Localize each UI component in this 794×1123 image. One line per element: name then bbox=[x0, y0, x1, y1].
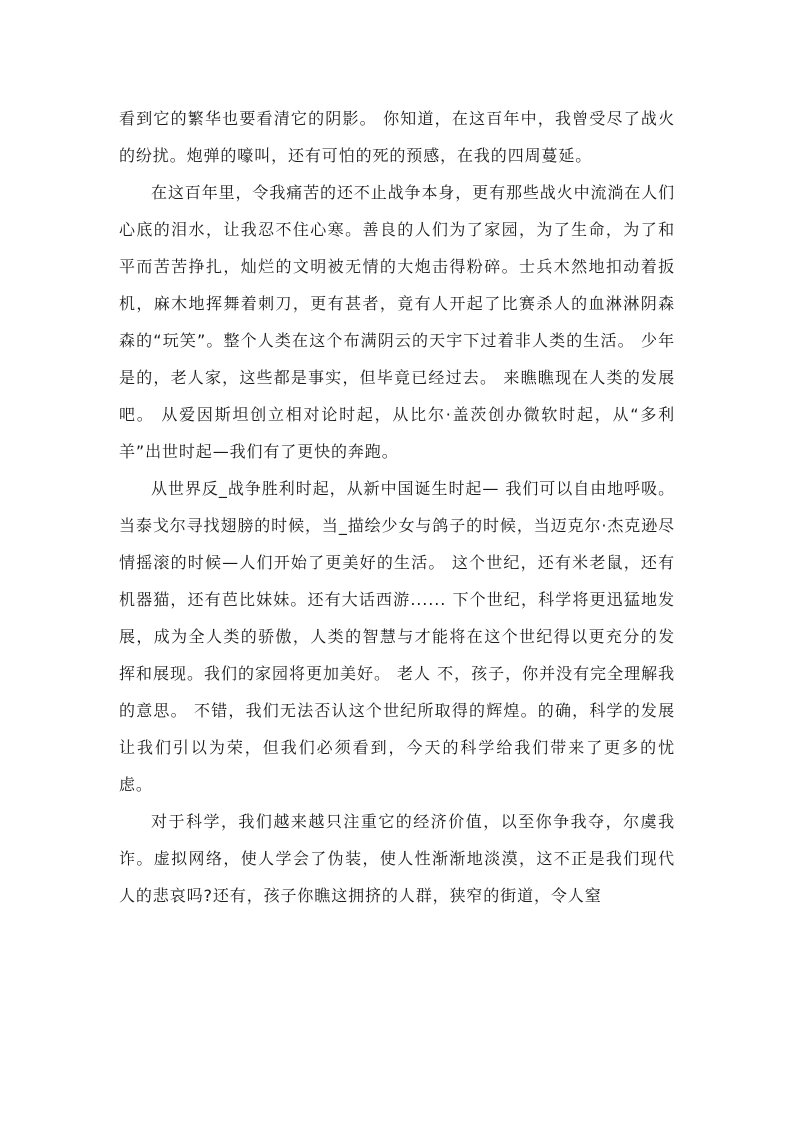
document-body bbox=[119, 100, 675, 914]
paragraph: 在这百年里，令我痛苦的还不止战争本身，更有那些战火中流淌在人们心底的泪水，让我忍不住心寒。善良的人们为了家园，为了生命，为了和平而苦苦挣扎，灿烂的文明被无情的大炮击得粉碎。士兵木然地扣动着扳机，麻木地挥舞着刺刀，更有甚者，竟有人开起了比赛杀人的血淋淋阴森森的“玩笑”。整个人类在这个布满阴云的天宇下过着非人类的生活。 少年 是的，老人家，这些都是事实，但毕竟已经过去。 来瞧瞧现在人类的发展吧。 从爱因斯坦创立相对论时起，从比尔·盖茨创办微软时起，从“多利羊”出世时起—我们有了更快的奔跑。 bbox=[119, 183, 675, 461]
paragraph-continued: 看到它的繁华也要看清它的阴影。 你知道，在这百年中，我曾受尽了战火的纷扰。炮弹的嚎叫，还有可怕的死的预感，在我的四周蔓延。 bbox=[119, 109, 675, 165]
paragraph: 对于科学，我们越来越只注重它的经济价值，以至你争我夺，尔虞我诈。虚拟网络，使人学会了伪装，使人性渐渐地淡漠，这不正是我们现代人的悲哀吗?还有，孩子你瞧这拥挤的人群，狭窄的街道，令人窒 bbox=[119, 812, 675, 905]
paragraph: 从世界反_战争胜利时起，从新中国诞生时起— 我们可以自由地呼吸。 当泰戈尔寻找翅膀的时候，当_描绘少女与鸽子的时候，当迈克尔·杰克逊尽情摇滚的时候—人们开始了更美好的生活。 这个世纪，还有米老鼠，还有机器猫，还有芭比妹妹。还有大话西游...... 下个世纪，科学将更迅猛地发展，成为全人类的骄傲，人类的智慧与才能将在这个世纪得以更充分的发挥和展现。我们的家园将更加美好。 老人 不，孩子，你并没有完全理解我的意思。 不错，我们无法否认这个世纪所取得的辉煌。的确，科学的发展让我们引以为荣，但我们必须看到，今天的科学给我们带来了更多的忧虑。 bbox=[119, 479, 675, 794]
